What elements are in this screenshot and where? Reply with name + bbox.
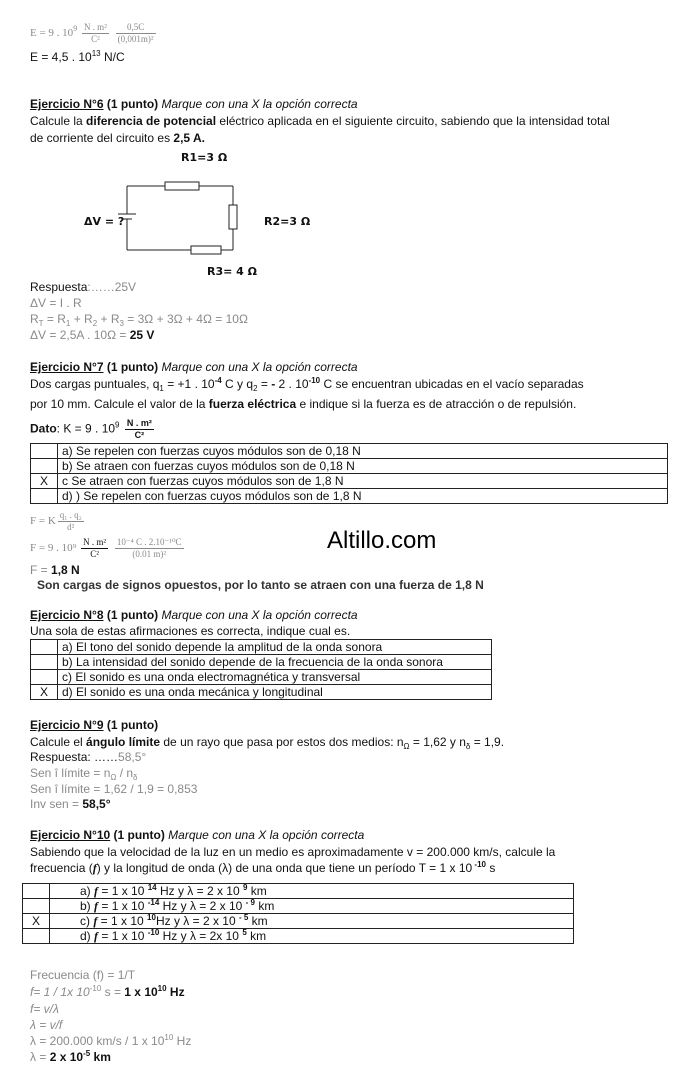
ex10-option-row [23,914,574,929]
ex10-solution-3: f= v/λ [30,1002,59,1016]
option-text: b) f = 1 x 10 $^{-14}$ Hz y λ = 2 x 10 $^{- 9}$ km [50,899,574,914]
ex9-statement: Calcule el ángulo límite de un rayo que pasa por estos dos medios: $n_\Omega = 1,62$ y $n_\delta = 1,9$. [30,735,505,751]
option-text: a) El tono del sonido depende la amplitud de la onda sonora [58,640,492,655]
ex10-statement-2: frecuencia (f) y la longitud de onda (λ) de una onda que tiene un período T = 1 x 10 $^{-10}$ s [30,860,496,875]
ex6-solution-3: ΔV = 2,5A . 10Ω = 25 V [30,328,155,342]
option-text: d) El sonido es una onda mecánica y longitudinal [58,685,492,700]
option-mark: X [31,685,58,700]
ex10-heading: Ejercicio N°10 (1 punto) Marque con una X la opción correcta [30,828,365,842]
ex7-formula-2: F = 9 . 10⁹ $\frac{\text{N . m²}}{\text{C²}}$ $\frac{\text{10⁻⁴ C . 2.10⁻¹⁰C}}{\text{(0.01 m)²}}$ [30,537,182,559]
ex10-statement-1: Sabiendo que la velocidad de la luz en un medio es aproximadamente v = 200.000 km/s, calcule la [30,845,556,859]
option-mark [31,444,58,459]
ex10-solution-2: f= 1 / 1x $10^{-10}$ s = 1 x $10^{10}$ Hz [30,984,185,999]
ex7-option-row [31,459,668,474]
ex7-conclusion: Son cargas de signos opuestos, por lo tanto se atraen con una fuerza de 1,8 N [37,578,484,592]
option-mark [31,655,58,670]
ex9-solution-3: Inv sen = 58,5° [30,797,111,811]
ex7-option-row [31,444,668,459]
ex6-statement-1: Calcule la diferencia de potencial eléctrico aplicada en el siguiente circuito, sabiendo que la intensidad total [30,114,610,128]
ex9-solution-2: Sen î límite = 1,62 / 1,9 = 0,853 [30,782,198,796]
ex6-heading: Ejercicio N°6 (1 punto) Marque con una X la opción correcta [30,97,358,111]
ex7-option-row [31,489,668,504]
ex7-formula-1: F = K $\frac{\text{q₁ . q₂}}{\text{d²}}$ [30,510,82,532]
option-text: c) f = 1 x 10 $^{10}$Hz y λ = 2 x 10 $^{- 5}$ km [50,914,574,929]
ex10-solution-4: λ = v/f [30,1018,63,1032]
option-text: a) Se repelen con fuerzas cuyos módulos son de 0,18 N [58,444,668,459]
option-mark [23,899,50,914]
circuit-diagram [0,0,700,290]
ex10-option-row [23,899,574,914]
field-formula: E = 9 . $10^9$ $\frac{\text{N . m²}}{\text{C²}}$ $\frac{0,5C}{\text{(0,001m)²}}$ [30,22,154,44]
ex9-heading: Ejercicio N°9 (1 punto) [30,718,159,732]
ex10-options-table [22,883,574,944]
option-text: a) f = 1 x 10 $^{14}$ Hz y λ = 2 x 10 $^9$ km [50,884,574,899]
ex6-statement-2: de corriente del circuito es 2,5 A. [30,131,205,145]
option-mark [31,670,58,685]
option-mark [31,489,58,504]
ex6-solution-2: $R_T = R_1 + R_2 + R_3 = 3\Omega + 3\Omega + 4\Omega = 10\Omega$ [30,312,248,328]
option-text: c) El sonido es una onda electromagnética y transversal [58,670,492,685]
watermark: Altillo.com [327,527,437,554]
option-mark [31,640,58,655]
ex6-solution-1: ΔV = I . R [30,296,82,310]
ex7-dato: Dato: K = 9 . $10^9$ $\frac{\text{N . m²}}{\text{C²}}$ [30,418,152,440]
r3-label: R3= 4 Ω [207,265,258,278]
ex7-formula-3: F = 1,8 N [30,563,80,577]
option-text: d) ) Se repelen con fuerzas cuyos módulos son de 1,8 N [58,489,668,504]
ex7-statement-2: por 10 mm. Calcule el valor de la fuerza eléctrica e indique si la fuerza es de atracción o de repulsión. [30,397,577,411]
ex8-option-row [31,685,492,700]
r2-label: R2=3 Ω [264,215,311,228]
ex10-solution-5: λ = 200.000 km/s / 1 x $10^{10}$ Hz [30,1033,192,1048]
r1-label: R1=3 Ω [181,151,228,164]
option-mark [23,884,50,899]
ex8-option-row [31,655,492,670]
option-text: b) La intensidad del sonido depende de la frecuencia de la onda sonora [58,655,492,670]
ex7-statement-1: Dos cargas puntuales, $q_1 = +1$ . $10^{-4}$ C y $q_2$ = - 2 . $10^{-10}$ C se encuentran ubicadas en el vacío separadas [30,376,584,393]
option-mark: X [31,474,58,489]
ex10-solution-1: Frecuencia (f) = 1/T [30,968,136,982]
dv-label: ΔV = ? [84,215,125,228]
ex10-solution-6: λ = 2 x $10^{-5}$ km [30,1049,111,1064]
option-text: b) Se atraen con fuerzas cuyos módulos son de 0,18 N [58,459,668,474]
ex8-statement: Una sola de estas afirmaciones es correcta, indique cual es. [30,624,351,638]
option-mark [23,929,50,944]
ex8-options-table [30,639,492,700]
ex10-option-row [23,884,574,899]
option-mark [31,459,58,474]
ex7-heading: Ejercicio N°7 (1 punto) Marque con una X la opción correcta [30,360,358,374]
option-mark: X [23,914,50,929]
ex8-option-row [31,670,492,685]
option-text: d) f = 1 x 10 $^{-10}$ Hz y λ = 2x 10 $^5$ km [50,929,574,944]
ex9-solution-1: Sen î límite = $n_\Omega / n_\delta$ [30,766,138,782]
option-text: c Se atraen con fuerzas cuyos módulos son de 1,8 N [58,474,668,489]
ex7-options-table [30,443,668,504]
ex7-option-row [31,474,668,489]
ex8-heading: Ejercicio N°8 (1 punto) Marque con una X la opción correcta [30,608,358,622]
field-result: E = 4,5 . $10^{13}$ N/C [30,49,125,64]
ex9-answer: Respuesta: ……58,5° [30,750,147,764]
ex8-option-row [31,640,492,655]
ex10-option-row [23,929,574,944]
ex6-answer: Respuesta:……25V [30,280,137,294]
